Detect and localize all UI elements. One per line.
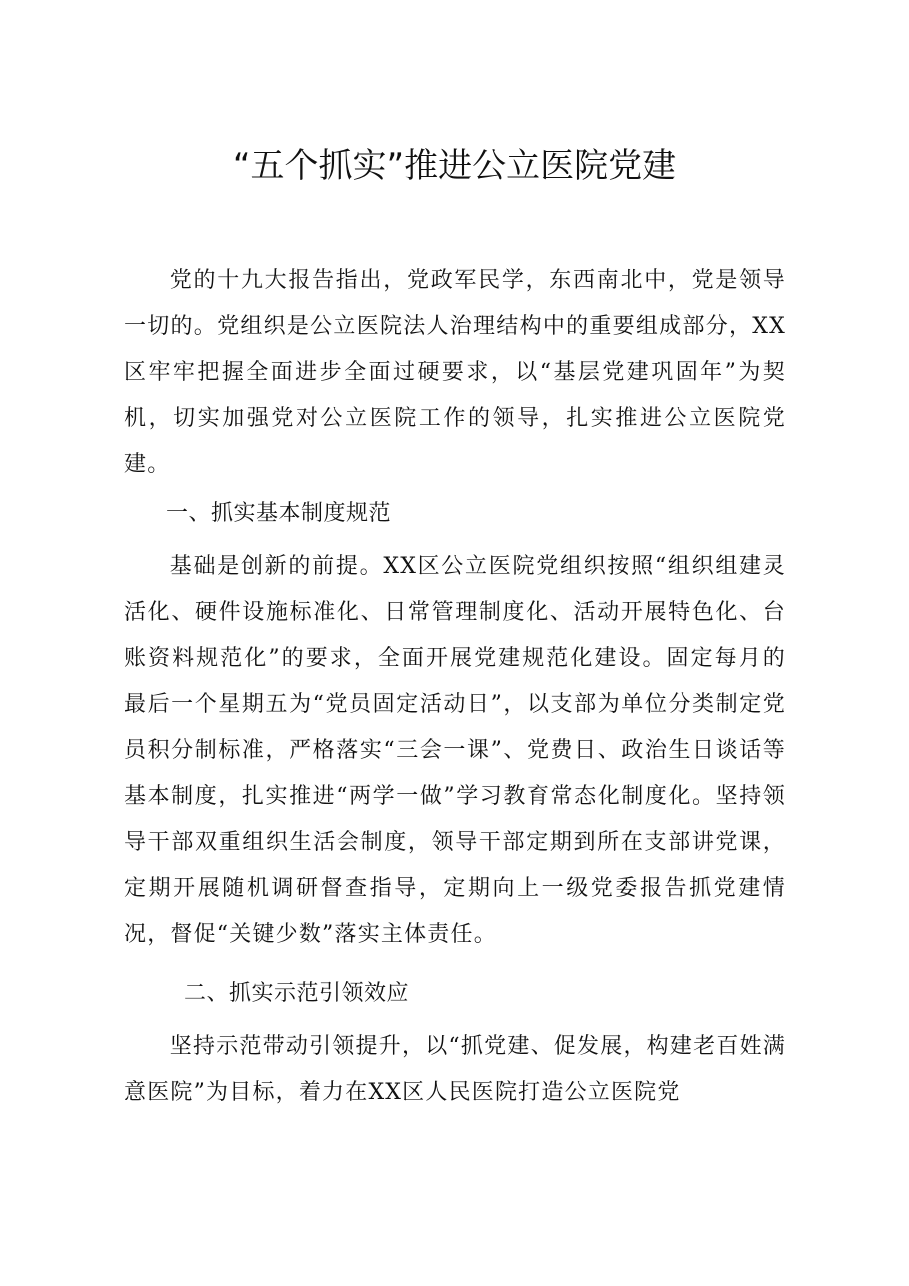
document-body [124,258,786,1116]
document-title: “五个抓实”推进公立医院党建 [232,146,677,186]
section-paragraph-1: 基础是创新的前提。XX区公立医院党组织按照“组织组建灵活化、硬件设施标准化、日常管理制度化、活动开展特色化、台账资料规范化”的要求，全面开展党建规范化建设。固定每月的最后一个星期五为“党员固定活动日”，以支部为单位分类制定党员积分制标准，严格落实“三会一课”、党费日、政治生日谈话等基本制度，扎实推进“两学一做”学习教育常态化制度化。坚持领导干部双重组织生活会制度，领导干部定期到所在支部讲党课，定期开展随机调研督查指导，定期向上一级党委报告抓党建情况，督促“关键少数”落实主体责任。 [124,554,786,947]
section-heading-2: 二、抓实示范引领效应 [184,981,410,1006]
section-heading-1: 一、抓实基本制度规范 [166,501,392,526]
intro-paragraph: 党的十九大报告指出，党政军民学，东西南北中，党是领导一切的。党组织是公立医院法人治理结构中的重要组成部分，XX区牢牢把握全面进步全面过硬要求，以“基层党建巩固年”为契机，切实加强党对公立医院工作的领导，扎实推进公立医院党建。 [124,268,786,477]
section-paragraph-2: 坚持示范带动引领提升，以“抓党建、促发展，构建老百姓满意医院”为目标，着力在XX区人民医院打造公立医院党 [124,1034,786,1105]
